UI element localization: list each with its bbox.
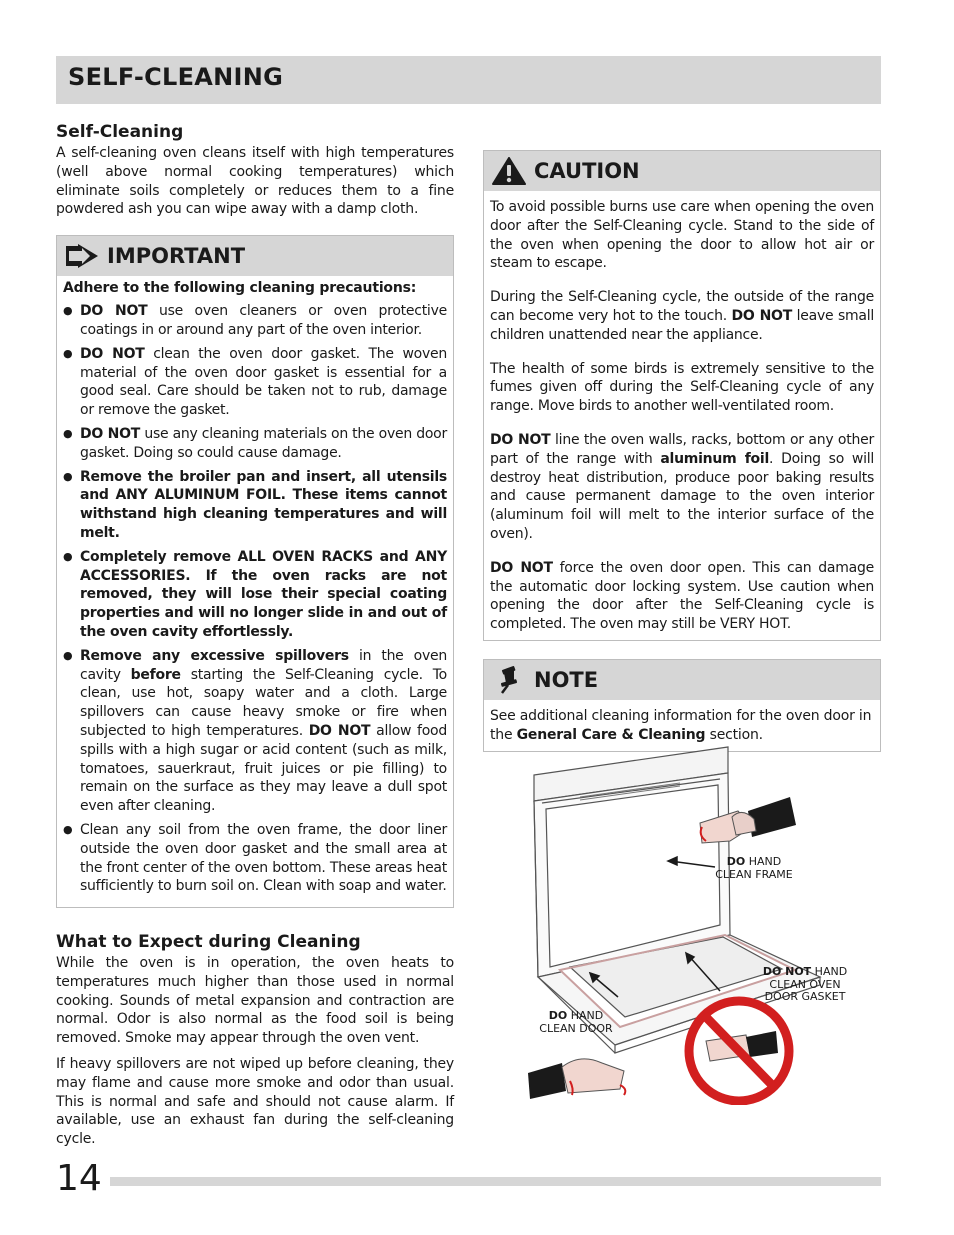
label-clean-door: DO HAND CLEAN DOOR [539,1009,613,1035]
caution-paragraph-3: The health of some birds is extremely sensitive to the fumes given off during the Self-Cleaning cycle of any range. Move birds to another well-ventilated room. [490,360,874,415]
list-item: ● Completely remove ALL OVEN RACKS and ANY ACCESSORIES. If the oven racks are not removed, they will lose their special coating properties and will no longer slide in and out of the oven cavity effortlessly. [63,548,447,642]
important-intro: Adhere to the following cleaning precautions: [63,280,417,297]
left-column [56,122,454,1149]
expect-paragraph-1: While the oven is in operation, the oven heats to temperatures much higher than those used in normal cooking. Sounds of metal expansion and contraction are normal. Odor is also normal as the food soil is being removed. Smoke may appear through the oven vent. [56,955,454,1047]
note-box [483,659,881,752]
prohibition-sign-icon [689,1001,789,1101]
important-box [56,235,454,908]
list-item: ● Remove the broiler pan and insert, all utensils and ANY ALUMINUM FOIL. These items cannot withstand high cleaning temperatures and will melt. [63,468,447,543]
list-item: ● DO NOT use oven cleaners or oven protective coatings in or around any part of the oven interior. [63,302,447,340]
note-label: NOTE [534,667,599,692]
important-header [57,236,453,276]
important-content [57,276,453,907]
self-cleaning-text: A self-cleaning oven cleans itself with high temperatures (well above normal cooking temperatures) which eliminate soils completely or reduces them to a fine powdered ash you can wipe away with a damp cloth. [56,145,454,218]
oven-drawing [520,745,860,1105]
hand-clean-door-icon [528,1059,625,1099]
caution-header [484,151,880,191]
caution-paragraph-1: To avoid possible burns use care when opening the oven door after the Self-Cleaning cycle. Stand to the side of the oven when opening the door to allow hot air or steam to escape. [490,199,874,272]
note-header [484,660,880,700]
page-title: SELF-CLEANING [68,63,284,91]
expect-heading: What to Expect during Cleaning [56,932,361,953]
caution-label: CAUTION [534,159,640,183]
important-label: IMPORTANT [107,244,246,269]
caution-content [484,191,880,640]
list-item: ● Remove any excessive spillovers in the oven cavity before starting the Self-Cleaning cycle. To clean, use hot, soapy water and a cloth. Large spillovers can cause heavy smoke or fire when subjected to high temperatures. DO NOT allow food spills with a high sugar or acid content (such as milk, tomatoes, sauerkraut, fruit juices or pie filling) to remain on the surface as they may leave a dull spot even after cleaning. [63,647,447,816]
expect-paragraph-2: If heavy spillovers are not wiped up before cleaning, they may flame and cause more smoke and odor than usual. This is normal and safe and should not cause alarm. If available, use an exhaust fan during the self-cleaning cycle. [56,1056,454,1148]
oven-cleaning-illustration [520,745,860,1105]
label-clean-frame: DO HAND CLEAN FRAME [715,855,793,881]
caution-paragraph-2: During the Self-Cleaning cycle, the outside of the range can become very hot to the touch. DO NOT leave small children unattended near the appliance. [490,289,874,343]
precautions-list [63,302,447,896]
caution-box [483,150,881,641]
list-item: ● DO NOT use any cleaning materials on the oven door gasket. Doing so could cause damage. [63,425,447,463]
warning-triangle-icon [492,157,526,185]
page-number: 14 [56,1158,102,1199]
right-column [483,150,881,752]
footer-bar [110,1177,881,1186]
self-cleaning-heading: Self-Cleaning [56,122,184,142]
arrow-right-icon [65,242,99,270]
caution-paragraph-4: DO NOT line the oven walls, racks, bottom or any other part of the range with aluminum foil. Doing so will destroy heat distribution, produce poor baking results and cause permanent damage to the oven interior (aluminum foil will melt to the interior surface of the oven). [490,431,874,542]
note-content [484,700,880,751]
caution-paragraph-5: DO NOT force the oven door open. This can damage the automatic door locking system. Use caution when opening the door after the Self-Cleaning cycle is completed. The oven may still be VERY HOT. [490,559,874,633]
pushpin-icon [492,666,526,694]
section-title-bar [56,56,881,104]
list-item: ● Clean any soil from the oven frame, the door liner outside the oven door gasket and the small area at the front center of the oven bottom. These areas heat sufficiently to burn soil on. Clean with soap and water. [63,821,447,896]
note-text: See additional cleaning information for the oven door in the General Care & Cleaning section. [490,707,872,743]
label-clean-gasket: DO NOT HAND CLEAN OVEN DOOR GASKET [762,965,848,1003]
list-item: ● DO NOT clean the oven door gasket. The woven material of the oven door gasket is essential for a good seal. Care should be taken not to rub, damage or remove the gasket. [63,345,447,420]
